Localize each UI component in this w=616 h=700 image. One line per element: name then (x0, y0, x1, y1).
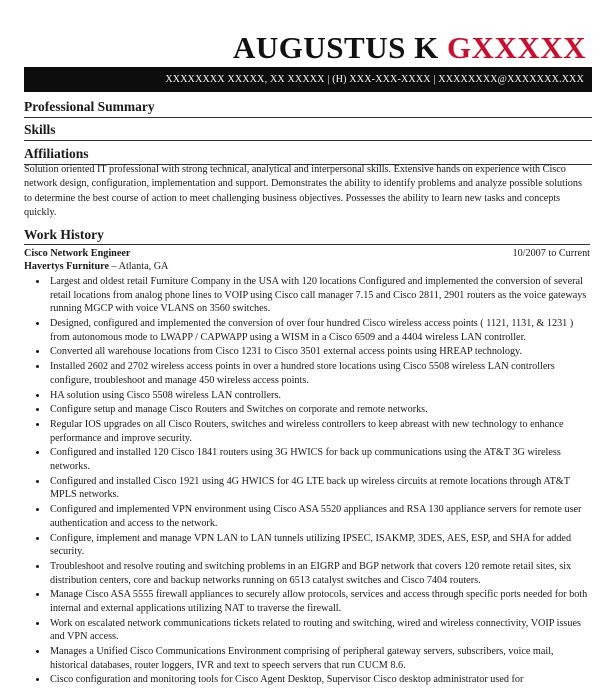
job-title: Cisco Network Engineer (24, 248, 131, 259)
contact-bar: XXXXXXXX XXXXX, XX XXXXX | (H) XXX-XXX-XXXX | XXXXXXXX@XXXXXXX.XXX (24, 67, 592, 92)
duty-item: • Configure, implement and manage VPN LAN to LAN tunnels utilizing IPSEC, ISAKMP, 3DES, AES, ESP, and SHA for added security. (48, 532, 590, 559)
company-name: Havertys Furniture (24, 261, 109, 272)
last-name: GXXXXX (446, 30, 586, 65)
duty-item: • Manage Cisco ASA 5555 firewall appliances to securely allow protocols, services and access through specific ports needed for both internal and external applications utilizing NAT to traverse the firewall. (48, 588, 590, 615)
section-work-history (24, 226, 590, 688)
section-heading-work-history: Work History (24, 226, 590, 245)
duty-item: • Designed, configured and implemented the conversion of over four hundred Cisco wireless access points ( 1121, 1131, & 1231 ) from autonomous mode to LWAPP / CAPWAPP using a WISM in a Cisco 6509 and a 4404 wireless LAN controller. (48, 317, 590, 344)
duty-item: • Cisco configuration and monitoring tools for Cisco Agent Desktop, Supervisor Cisco desktop administrator used for (48, 673, 590, 687)
section-affiliations (24, 145, 592, 165)
duty-item: • Configured and installed 120 Cisco 1841 routers using 3G HWICS for back up communications using the AT&T 3G wireless networks. (48, 446, 590, 473)
duty-item: • Work on escalated network communications tickets related to routing and switching, wired and wireless connectivity, VOIP issues and VPN access. (48, 617, 590, 644)
duty-item: • Configure setup and manage Cisco Routers and Switches on corporate and remote networks. (48, 403, 590, 417)
candidate-name (233, 30, 586, 66)
duty-item: • Largest and oldest retail Furniture Company in the USA with 120 locations Configured and implemented the conversion of several retail locations from analog phone lines to VOIP using Cisco call manager 7.15 and Cisco 2811, 2901 routers as the voice gateways running MGCP with voice VLANS on 3560 switches. (48, 275, 590, 316)
section-heading-affiliations: Affiliations (24, 145, 592, 165)
duty-item: • Configured and implemented VPN environment using Cisco ASA 5520 appliances and RSA 130 appliance servers for remote user authentication and access to the network. (48, 503, 590, 530)
duty-item: • Converted all warehouse locations from Cisco 1231 to Cisco 3501 external access points using HREAP technology. (48, 345, 590, 359)
job-dates: 10/2007 to Current (512, 248, 590, 259)
duty-item: • Regular IOS upgrades on all Cisco Routers, switches and wireless controllers to keep abreast with new technology to enhance performance and improve security. (48, 418, 590, 445)
summary-paragraph: Solution oriented IT professional with strong technical, analytical and interpersonal skills. Extensive hands on experience with Cisco network design, configuration, implementation and support. Demonstrates the ability to identify problems and analyze possible solutions to determine the best course of action to meet challenging business objectives. Possesses the ability to learn new tasks and concepts quickly. (24, 164, 582, 218)
section-heading-professional-summary: Professional Summary (24, 98, 592, 118)
duty-item: • HA solution using Cisco 5508 wireless LAN controllers. (48, 389, 590, 403)
duties-list (24, 275, 590, 687)
section-heading-skills: Skills (24, 121, 592, 141)
company-line (24, 260, 590, 273)
duty-item: • Manages a Unified Cisco Communications Environment comprising of peripheral gateway servers, subscribers, voice mail, historical databases, router loggers, IVR and text to speech servers that run CUCM 8.6. (48, 645, 590, 672)
section-professional-summary (24, 98, 592, 118)
section-skills (24, 121, 592, 141)
duty-item: • Troubleshoot and resolve routing and switching problems in an EIGRP and BGP network that covers 120 remote retail sites, six distribution centers, core and backup networks running on 6513 catalyst switches and Cisco 7404 routers. (48, 560, 590, 587)
first-name: AUGUSTUS K (233, 30, 439, 65)
job-header (24, 247, 590, 260)
company-location: – Atlanta, GA (108, 261, 169, 272)
duty-item: • Installed 2602 and 2702 wireless access points in over a hundred store locations using Cisco 5508 wireless LAN controllers configure, troubleshoot and manage 450 wireless access points. (48, 360, 590, 387)
duty-item: • Configured and installed Cisco 1921 using 4G HWICS for 4G LTE back up wireless circuits at remote locations through AT&T MPLS networks. (48, 475, 590, 502)
